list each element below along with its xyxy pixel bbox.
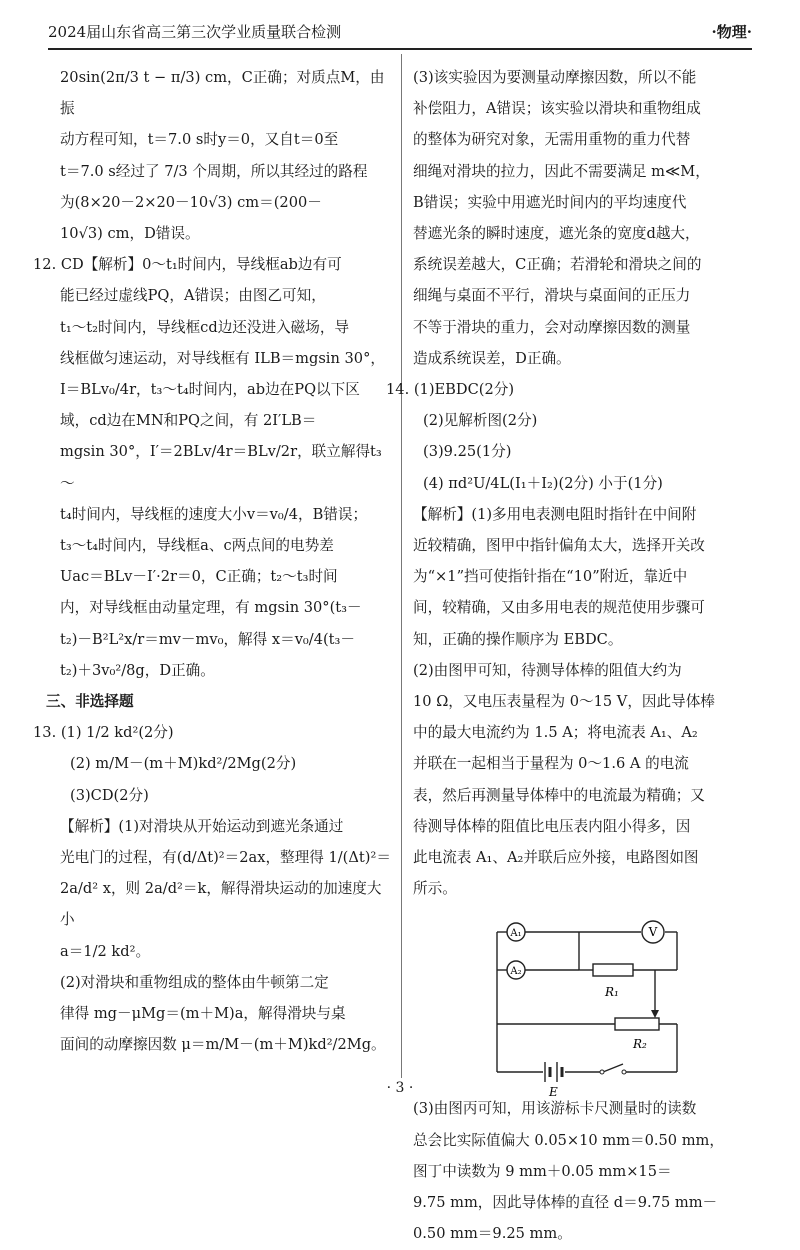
question-13-heading: 13. (1) 1/2 kd²(2分) [33,724,174,742]
text-line: 光电门的过程，有(d/Δt)²＝2ax，整理得 1/(Δt)²＝ [60,849,391,867]
text-line: 所示。 [413,880,457,898]
r2-label: R₂ [633,1037,647,1052]
text-line: t₄时间内，导线框的速度大小v＝v₀/4，B错误； [60,505,368,523]
text-line: 造成系统误差，D正确。 [413,349,571,367]
text-line: 表，然后再测量导体棒中的电流最为精确；又 [413,786,705,804]
right-column [386,62,755,1250]
text-line: 总会比实际值偏大 0.05×10 mm＝0.50 mm， [413,1131,724,1149]
e-label: E [549,1085,558,1100]
text-line: 并联在一起相当于量程为 0～1.6 A 的电流 [413,755,689,773]
text-line: 面间的动摩擦因数 μ＝m/M－(m＋M)kd²/2Mg。 [60,1036,386,1054]
text-line: B错误；实验中用遮光时间内的平均速度代 [413,193,687,211]
resistor-r1-icon [593,964,633,976]
text-line: 间，较精确，又由多用电表的规范使用步骤可 [413,599,705,617]
text-line: 内，对导线框由动量定理，有 mgsin 30°(t₃－ [60,599,362,617]
left-column [33,62,393,1061]
text-line: 系统误差越大，C正确；若滑轮和滑块之间的 [413,256,702,274]
text-line: 替遮光条的瞬时速度，遮光条的宽度d越大， [413,225,700,243]
column-divider [401,54,402,1078]
text-line: 细绳与桌面不平行，滑块与桌面间的正压力 [413,287,691,305]
text-line: 为(8×20－2×20－10√3) cm＝(200－ [60,193,322,211]
text-line: (3)该实验因为要测量动摩擦因数，所以不能 [413,69,697,86]
text-line: t＝7.0 s经过了 7/3 个周期，所以其经过的路程 [60,162,368,180]
text-line: 【解析】(1)对滑块从开始运动到遮光条通过 [60,817,344,835]
answer-line: (2) m/M－(m＋M)kd²/2Mg(2分) [70,755,297,773]
text-line: 域，cd边在MN和PQ之间，有 2I′LB＝ [60,412,317,430]
switch-icon [600,1070,604,1074]
text-line: 动方程可知，t＝7.0 s时y＝0，又自t＝0至 [60,131,339,149]
slider-arrow-icon [651,1010,659,1018]
a1-label: A₁ [510,928,522,940]
text-line: 补偿阻力，A错误；该实验以滑块和重物组成 [413,100,701,118]
text-line: (3)由图丙可知，用该游标卡尺测量时的读数 [413,1100,697,1118]
text-line: 不等于滑块的重力，会对动摩擦因数的测量 [413,318,691,336]
page-number: · 3 · [386,1080,414,1096]
text-line: 的整体为研究对象，无需用重物的重力代替 [413,131,691,149]
text-line: 0.50 mm＝9.25 mm。 [413,1225,572,1243]
question-14-heading: 14. (1)EBDC(2分) [386,381,515,399]
text-line: 9.75 mm，因此导体棒的直径 d＝9.75 mm－ [413,1194,718,1212]
v-label: V [648,925,658,940]
question-12-heading: 12. CD【解析】0～t₁时间内，导线框ab边有可 [33,256,342,274]
text-line: 20sin(2π/3 t − π/3) cm，C正确；对质点M，由振 [60,69,385,118]
text-line: mgsin 30°，I′＝2BLv/4r＝BLv/2r，联立解得t₃～ [60,443,382,492]
text-line: 为“×1”挡可使指针指在“10”附近，靠近中 [413,568,688,586]
text-line: 线框做匀速运动，对导线框有 ILB＝mgsin 30°， [60,349,385,367]
text-line: (2)对滑块和重物组成的整体由牛顿第二定 [60,973,329,991]
text-line: t₁～t₂时间内，导线框cd边还没进入磁场，导 [60,318,350,336]
rheostat-r2-icon [615,1018,659,1030]
answer-line: (3)9.25(1分) [423,443,512,461]
switch-contact-icon [622,1070,626,1074]
answer-line: (2)见解析图(2分) [423,412,538,430]
text-line: a＝1/2 kd²。 [60,942,151,960]
page-header [48,14,752,50]
circuit-diagram [413,912,755,1100]
text-line: t₂)＋3v₀²/8g，D正确。 [60,661,215,679]
text-line: 此电流表 A₁、A₂并联后应外接，电路图如图 [413,849,699,867]
text-line: 近较精确，图甲中指针偏角太大，选择开关改 [413,537,705,555]
subject-label: ·物理· [711,22,752,41]
text-line: 10√3) cm，D错误。 [60,225,200,243]
a2-label: A₂ [510,966,522,978]
circuit-svg [493,912,693,1100]
text-line: 知，正确的操作顺序为 EBDC。 [413,630,623,648]
text-line: 能已经过虚线PQ，A错误；由图乙可知， [60,287,326,305]
text-line: 2a/d² x，则 2a/d²＝k，解得滑块运动的加速度大小 [60,880,382,929]
text-line: 图丁中读数为 9 mm＋0.05 mm×15＝ [413,1162,672,1180]
text-line: I＝BLv₀/4r，t₃～t₄时间内，ab边在PQ以下区 [60,381,360,399]
text-line: t₂)－B²L²x/r＝mv－mv₀，解得 x＝v₀/4(t₃－ [60,630,355,648]
text-line: 中的最大电流约为 1.5 A；将电流表 A₁、A₂ [413,724,698,742]
text-line: 10 Ω，又电压表量程为 0～15 V，因此导体棒 [413,693,715,711]
text-line: t₃～t₄时间内，导线框a、c两点间的电势差 [60,537,334,555]
answer-line: (3)CD(2分) [70,786,149,804]
answer-line: (4) πd²U/4L(I₁＋I₂)(2分) 小于(1分) [423,474,663,492]
exam-title: 2024届山东省高三第三次学业质量联合检测 [48,22,342,41]
text-line: 【解析】(1)多用电表测电阻时指针在中间附 [413,505,697,523]
text-line: 待测导体棒的阻值比电压表内阻小得多，因 [413,817,691,835]
r1-label: R₁ [605,985,619,1000]
text-line: Uac＝BLv－I′·2r＝0，C正确；t₂～t₃时间 [60,568,338,586]
section-heading: 三、非选择题 [46,693,134,711]
text-line: 律得 mg－μMg＝(m＋M)a，解得滑块与桌 [60,1005,346,1023]
text-line: 细绳对滑块的拉力，因此不需要满足 m≪M， [413,162,710,180]
text-line: (2)由图甲可知，待测导体棒的阻值大约为 [413,661,682,679]
